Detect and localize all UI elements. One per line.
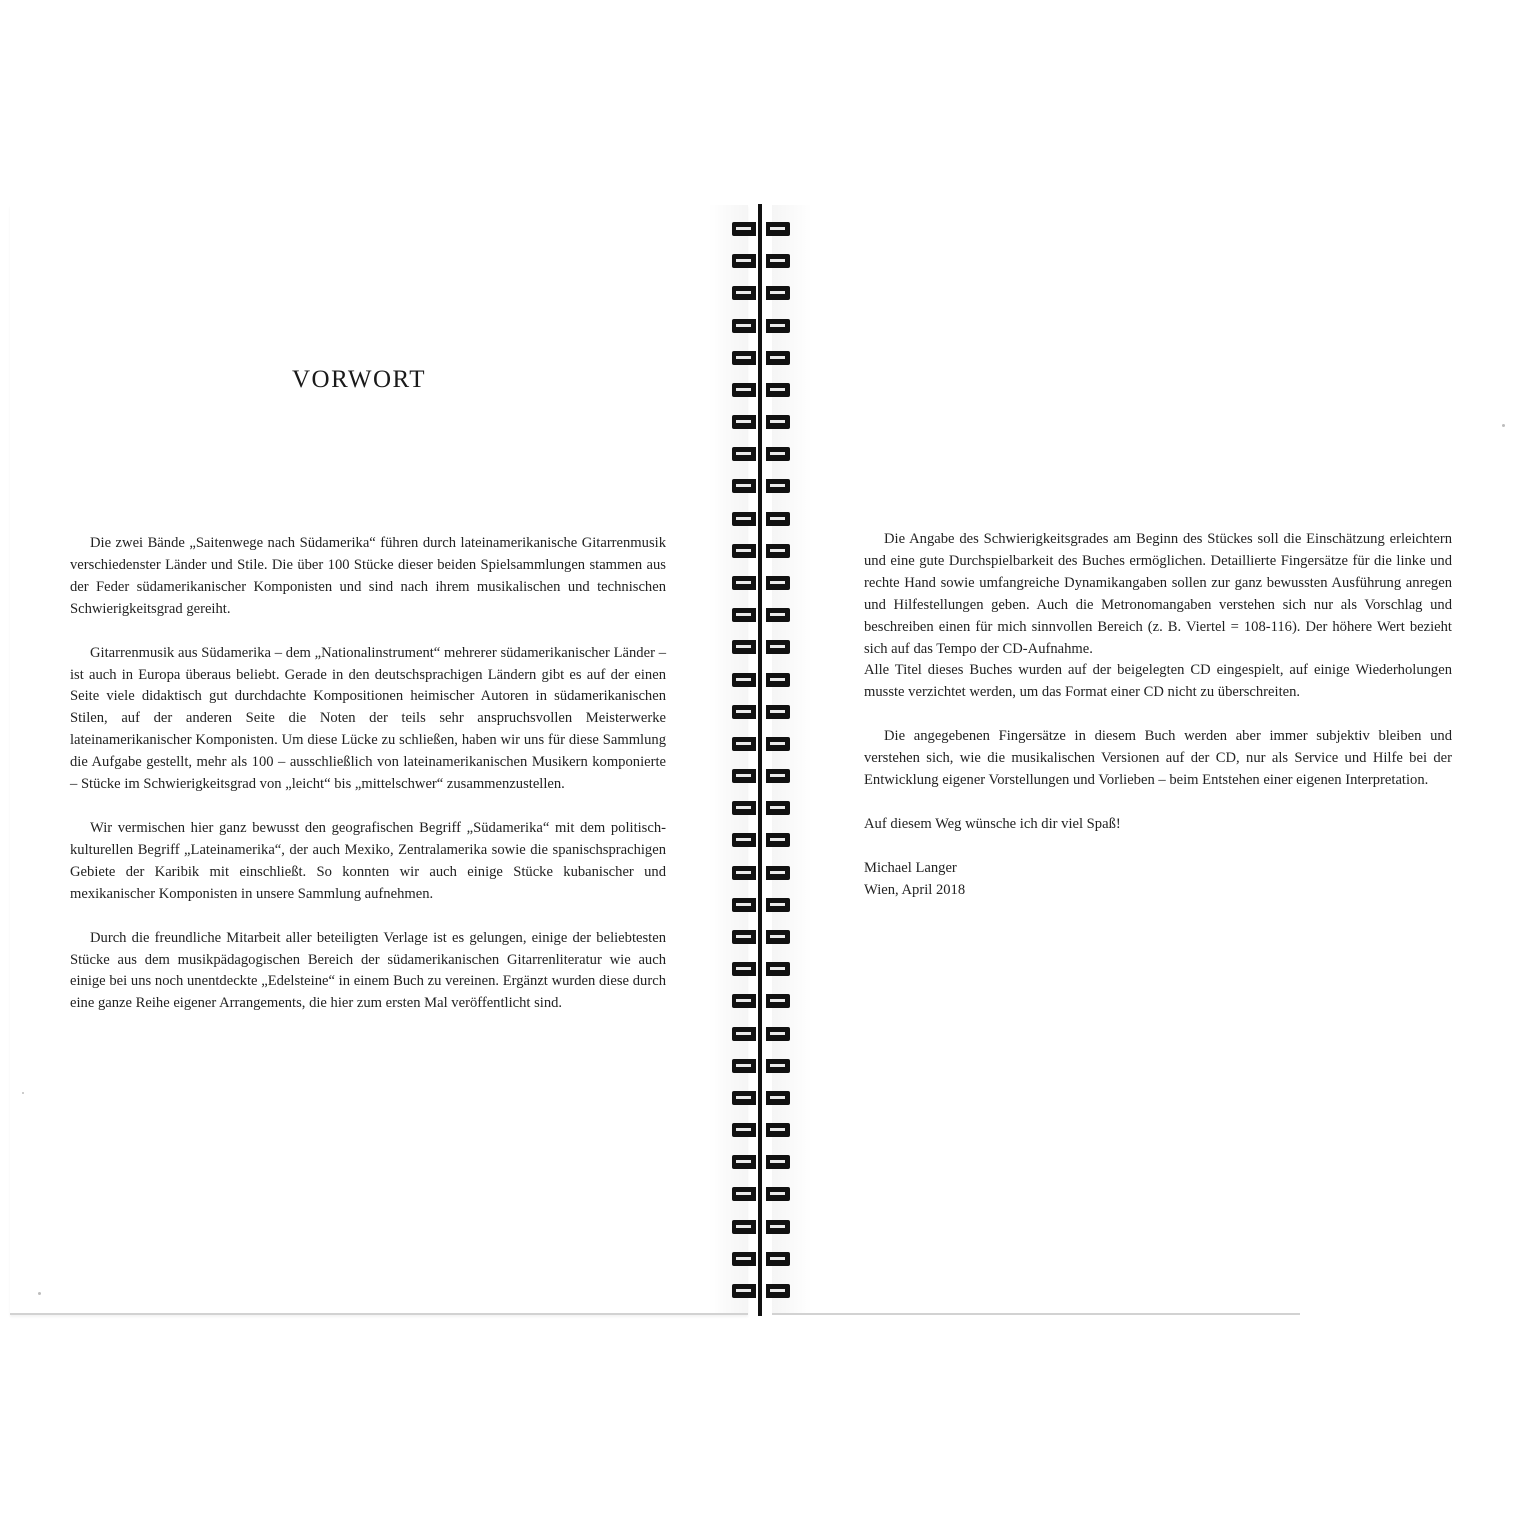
- spiral-coil: [732, 994, 792, 1008]
- spiral-coil: [732, 608, 792, 622]
- spiral-coil: [732, 415, 792, 429]
- paragraph-terminology: Wir vermischen hier ganz bewusst den geografischen Begriff „Südamerika“ mit dem politisch-kulturellen Begriff „Lateinamerika“, der auch Mexiko, Zentralamerika sowie die spanischsprachigen Gebiete der Karibik mit einschließt. So konnten wir auch einige Stücke kubanischer und mexikanischer Komponisten in unsere Sammlung aufnehmen.: [70, 819, 666, 902]
- paragraph-cd: Alle Titel dieses Buches wurden auf der beigelegten CD eingespielt, auf einige Wiederholungen musste verzichtet werden, um das Format einer CD nicht zu überschreiten.: [864, 662, 1452, 701]
- spiral-coil: [732, 222, 792, 236]
- left-text-column: [70, 533, 666, 1037]
- page-title: VORWORT: [292, 366, 426, 393]
- spiral-coil: [732, 544, 792, 558]
- spiral-coil: [732, 1252, 792, 1266]
- spiral-coil: [732, 1284, 792, 1298]
- paper-speck: [22, 1092, 24, 1094]
- spiral-coil: [732, 930, 792, 944]
- spiral-coil: [732, 769, 792, 783]
- paragraph-intro: Die zwei Bände „Saitenwege nach Südamerika“ führen durch lateinamerikanische Gitarrenmusik verschiedenster Länder und Stile. Die über 100 Stücke dieser beiden Spielsammlungen stammen aus der Feder südamerikanischer Komponisten und sind nach ihrem musikalischen und technischen Schwierigkeitsgrad gereiht.: [70, 535, 666, 617]
- paragraph-difficulty: Die Angabe des Schwierigkeitsgrades am Beginn des Stückes soll die Einschätzung erleichtern und eine gute Durchspielbarkeit des Buches ermöglichen. Detaillierte Fingersätze für die linke und rechte Hand sowie umfangreiche Dynamikangaben sollen zur ganz bewussten Ausführung anregen und Hilfestellungen geben. Auch die Metronomangaben verstehen sich nur als Vorschlag und beschreiben einen für mich sinnvollen Bereich (z. B. Viertel = 108-116). Der höhere Wert bezieht sich auf das Tempo der CD-Aufnahme.: [864, 531, 1452, 657]
- spiral-coil: [732, 737, 792, 751]
- spiral-coil: [732, 286, 792, 300]
- spiral-coil: [732, 383, 792, 397]
- paper-speck: [1502, 424, 1505, 427]
- spiral-coil: [732, 801, 792, 815]
- spiral-coil: [732, 1091, 792, 1105]
- closing-line: Auf diesem Weg wünsche ich dir viel Spaß!: [864, 815, 1121, 832]
- spiral-coil: [732, 833, 792, 847]
- spiral-coil: [732, 673, 792, 687]
- spiral-coil: [732, 705, 792, 719]
- paragraph-fingerings: Die angegebenen Fingersätze in diesem Buch werden aber immer subjektiv bleiben und verstehen sich, wie die musikalischen Versionen auf der CD, nur als Service und Hilfe bei der Entwicklung eigener Vorstellungen und Vorlieben – beim Entstehen einer eigenen Interpretation.: [864, 728, 1452, 789]
- spiral-coil: [732, 1220, 792, 1234]
- right-text-column: [864, 529, 1452, 902]
- spiral-coil: [732, 447, 792, 461]
- spiral-coil: [732, 962, 792, 976]
- spiral-coil: [732, 898, 792, 912]
- spiral-coil: [732, 1187, 792, 1201]
- spiral-coil: [732, 640, 792, 654]
- place-date: Wien, April 2018: [864, 881, 966, 898]
- spiral-coil: [732, 1123, 792, 1137]
- paragraph-guitar-music: Gitarrenmusik aus Südamerika – dem „Nationalinstrument“ mehrerer südamerikanischer Länder – ist auch in Europa überaus beliebt. Gerade in den deutschsprachigen Ländern gibt es auf der einen Seite viele didaktisch gut durchdachte Kompositionen heimischer Autoren in südamerikanischen Stilen, auf der anderen Seite die Noten der teils sehr anspruchsvollen Meisterwerke lateinamerikanischer Komponisten. Um diese Lücke zu schließen, haben wir uns für diese Sammlung die Aufgabe gestellt, mehr als 100 – ausschließlich von lateinamerikanischen Musikern komponierte – Stücke im Schwierigkeitsgrad von „leicht“ bis „mittelschwer“ zusammenzustellen.: [70, 644, 666, 793]
- spiral-coil: [732, 866, 792, 880]
- spiral-coil: [732, 351, 792, 365]
- spiral-binding: [732, 0, 794, 1519]
- spiral-coil: [732, 479, 792, 493]
- paragraph-publishers: Durch die freundliche Mitarbeit aller beteiligten Verlage ist es gelungen, einige der beliebtesten Stücke aus dem musikpädagogischen Bereich der südamerikanischen Gitarrenliteratur wie auch einige bei uns noch unentdeckte „Edelsteine“ in einem Buch zu vereinen. Ergänzt wurden diese durch eine ganze Reihe eigener Arrangements, die hier zum ersten Mal veröffentlicht sind.: [70, 929, 666, 1012]
- spiral-coil: [732, 1155, 792, 1169]
- spiral-coil: [732, 512, 792, 526]
- spiral-coil: [732, 319, 792, 333]
- spiral-coil: [732, 254, 792, 268]
- spiral-coil: [732, 576, 792, 590]
- spiral-coil: [732, 1027, 792, 1041]
- paper-speck: [38, 1292, 41, 1295]
- spiral-coil: [732, 1059, 792, 1073]
- author-name: Michael Langer: [864, 859, 957, 876]
